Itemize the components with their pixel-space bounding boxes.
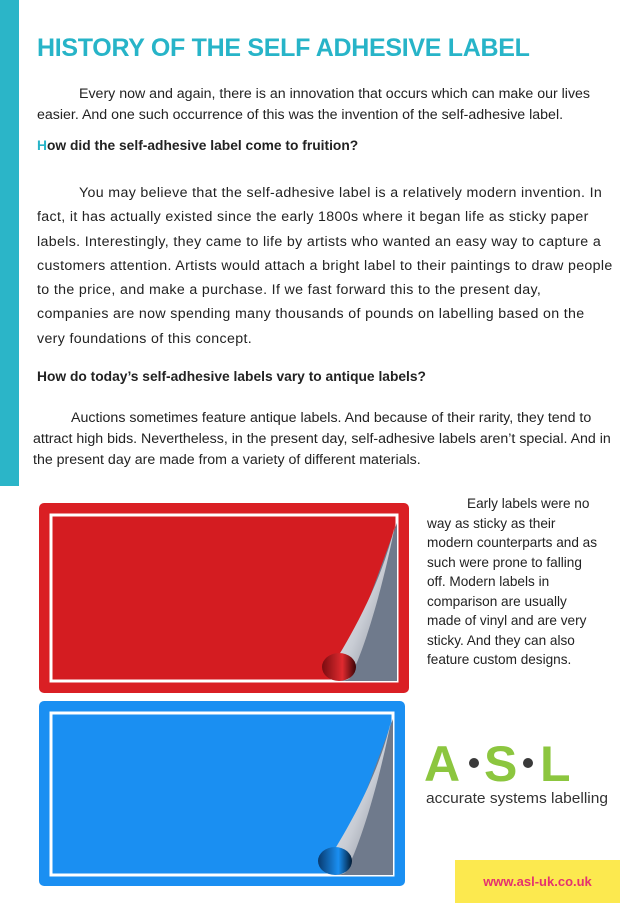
section-heading-antique: How do today’s self-adhesive labels vary to antique labels?	[37, 369, 426, 384]
svg-text:L: L	[540, 736, 571, 792]
intro-text: Every now and again, there is an innovation that occurs which can make our lives easier. And one such occurrence of this was the invention of the self-adhesive label.	[37, 86, 591, 123]
website-url[interactable]: www.asl-uk.co.uk	[483, 874, 592, 889]
accent-side-bar	[0, 0, 19, 486]
intro-paragraph	[37, 84, 627, 126]
section-heading-fruition	[37, 138, 358, 153]
heading-text: ow did the self-adhesive label come to fruition?	[46, 138, 359, 153]
red-label-illustration	[39, 503, 409, 693]
svg-text:accurate systems labelling: accurate systems labelling	[426, 790, 608, 807]
website-url-box	[455, 860, 620, 903]
sidebar-text: Early labels were no way as sticky as their modern counterparts and as such were prone to falling off. Modern labels in comparison are usually made of vinyl and are very sticky. And they can also feature custom designs.	[427, 496, 598, 667]
svg-text:S: S	[484, 736, 518, 792]
asl-logo	[422, 735, 612, 810]
auction-text: Auctions sometimes feature antique labels. And because of their rarity, they tend to attract high bids. Nevertheless, in the present day, self-adhesive labels aren’t special. And in the present day are made from a variety of different materials.	[33, 410, 611, 468]
blue-label-illustration	[39, 701, 405, 886]
red-label-graphic	[39, 503, 409, 693]
page-title: HISTORY OF THE SELF ADHESIVE LABEL	[37, 34, 530, 62]
heading-initial: H	[37, 138, 47, 153]
sidebar-paragraph	[427, 494, 602, 670]
auction-paragraph	[33, 408, 623, 471]
blue-label-graphic	[39, 701, 405, 886]
history-text: You may believe that the self-adhesive label is a relatively modern invention. In fact, it has actually existed since the early 1800s where it began life as sticky paper labels. Interestingly, they came to life by artists who wanted an easy way to capture a customers attention. Artists would attach a bright label to their paintings to draw people to the price, and make a purchase. If we fast forward this to the present day, companies are now spending many thousands of pounds on labelling based on the very foundations of this concept.	[37, 185, 613, 347]
asl-logo-graphic	[422, 735, 612, 810]
svg-text:A: A	[424, 736, 463, 792]
history-paragraph	[37, 181, 617, 351]
